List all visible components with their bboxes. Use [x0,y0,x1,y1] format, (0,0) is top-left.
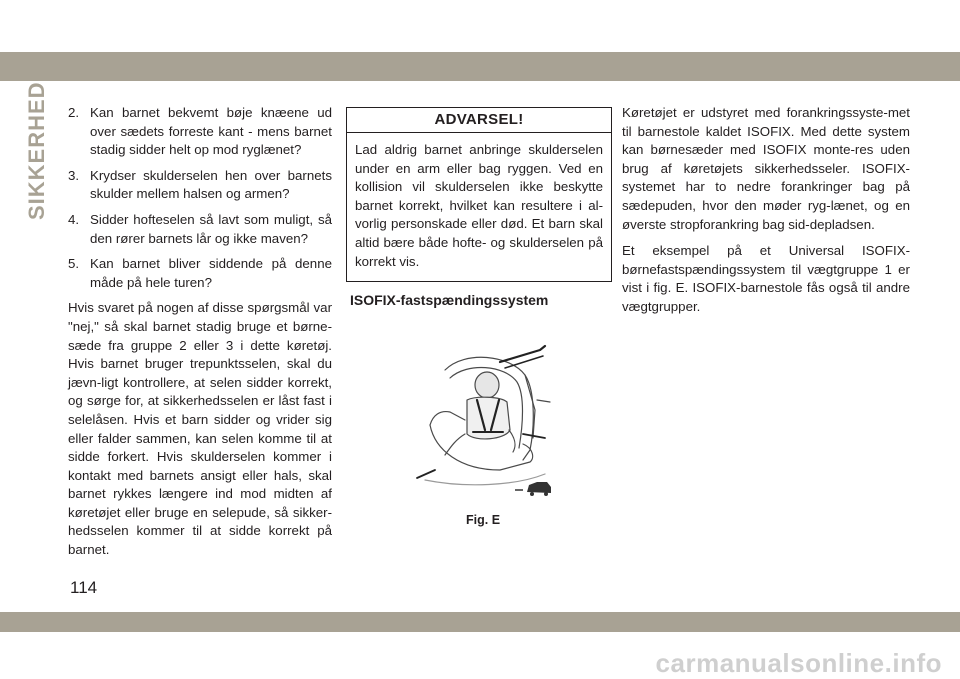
list-text: Kan barnet bekvemt bøje knæene ud over sædets forreste kant - mens barnet stadig sidder helt op mod ryglænet? [90,105,332,158]
list-item [68,255,332,292]
warning-title: ADVARSEL! [347,108,611,133]
list-number: 2. [68,105,80,120]
watermark-text: carmanualsonline.info [655,648,942,678]
list-item [68,167,332,204]
car-direction-icon [515,482,551,496]
figure-caption: Fig. E [466,513,501,527]
top-tether [500,346,545,362]
list-item [68,211,332,248]
list-text: Krydser skulderselen hen over barnets skulder mellem halsen og armen? [90,167,332,202]
warning-box [346,107,612,282]
bottom-band [0,612,960,632]
top-margin [0,0,960,52]
section-heading: ISOFIX-fastspændingssystem [350,292,549,308]
page-number: 114 [70,578,98,597]
section-tab-label: SIKKERHED [24,81,49,220]
column-left [68,104,332,568]
section-tab [24,81,50,220]
column-right [622,104,910,325]
list-number: 4. [68,211,80,227]
list-number: 5. [68,256,80,272]
lower-anchor [417,470,435,478]
list-number: 3. [68,167,80,183]
list-item [68,104,332,160]
top-band [0,52,960,81]
body-paragraph: Køretøjet er udstyret med forankringssyste-met til barnestole kaldet ISOFIX. Med dette system kan børnesæder med ISOFIX monte-res uden brug af køretøjets sikkerhedsseler. ISOFIX-systemet har to nedre forankringer bag på sædepuden, hvor den møder ryg-lænet, og en øverste stropforankring bag sid-depladsen. [622,105,910,232]
warning-text: Lad aldrig barnet anbringe skulderselen under en arm eller bag ryggen. Ved en kollision vil skulderselen ikke beskytte barnet korrekt, hvilket kan resultere i al-vorlig personskade eller død. Et barn skal altid bære både hofte- og skulderselen på korrekt vis. [355,142,603,269]
list-text: Sidder hofteselen så lavt som muligt, så den rører barnets lår og ikke maven? [90,211,332,246]
body-paragraph: Hvis svaret på nogen af disse spørgsmål var "nej," så skal barnet stadig bruge et børne-sæde fra gruppe 2 eller 3 i dette køretøj. Hvis barnet bruger trepunktsselen, skal du jævn-ligt kontrollere, at selen sidder korrekt, og sørge for, at sikkerhedsselen er låst fast i selelåsen. Hvis et barn sidder og vrider sig eller falder sammen, kan selen komme til at sidde forkert. Hvis skulderselen kommer i kontakt med barnets ansigt eller hals, skal barnet rykkes længere ind mod midten af køretøjet eller bruge en selepude, så sikker-hedsselen kommer til at sidde korrekt på barnet. [68,300,332,558]
body-paragraph: Et eksempel på et Universal ISOFIX-børnefastspændingssystem til vægtgruppe 1 er vist i fig. E. ISOFIX-barnestole fås også til andre vægtgrupper. [622,243,910,314]
list-text: Kan barnet bliver siddende på denne måde på hele turen? [90,256,332,290]
isofix-seat-illustration [405,330,605,505]
child-head [475,372,499,398]
